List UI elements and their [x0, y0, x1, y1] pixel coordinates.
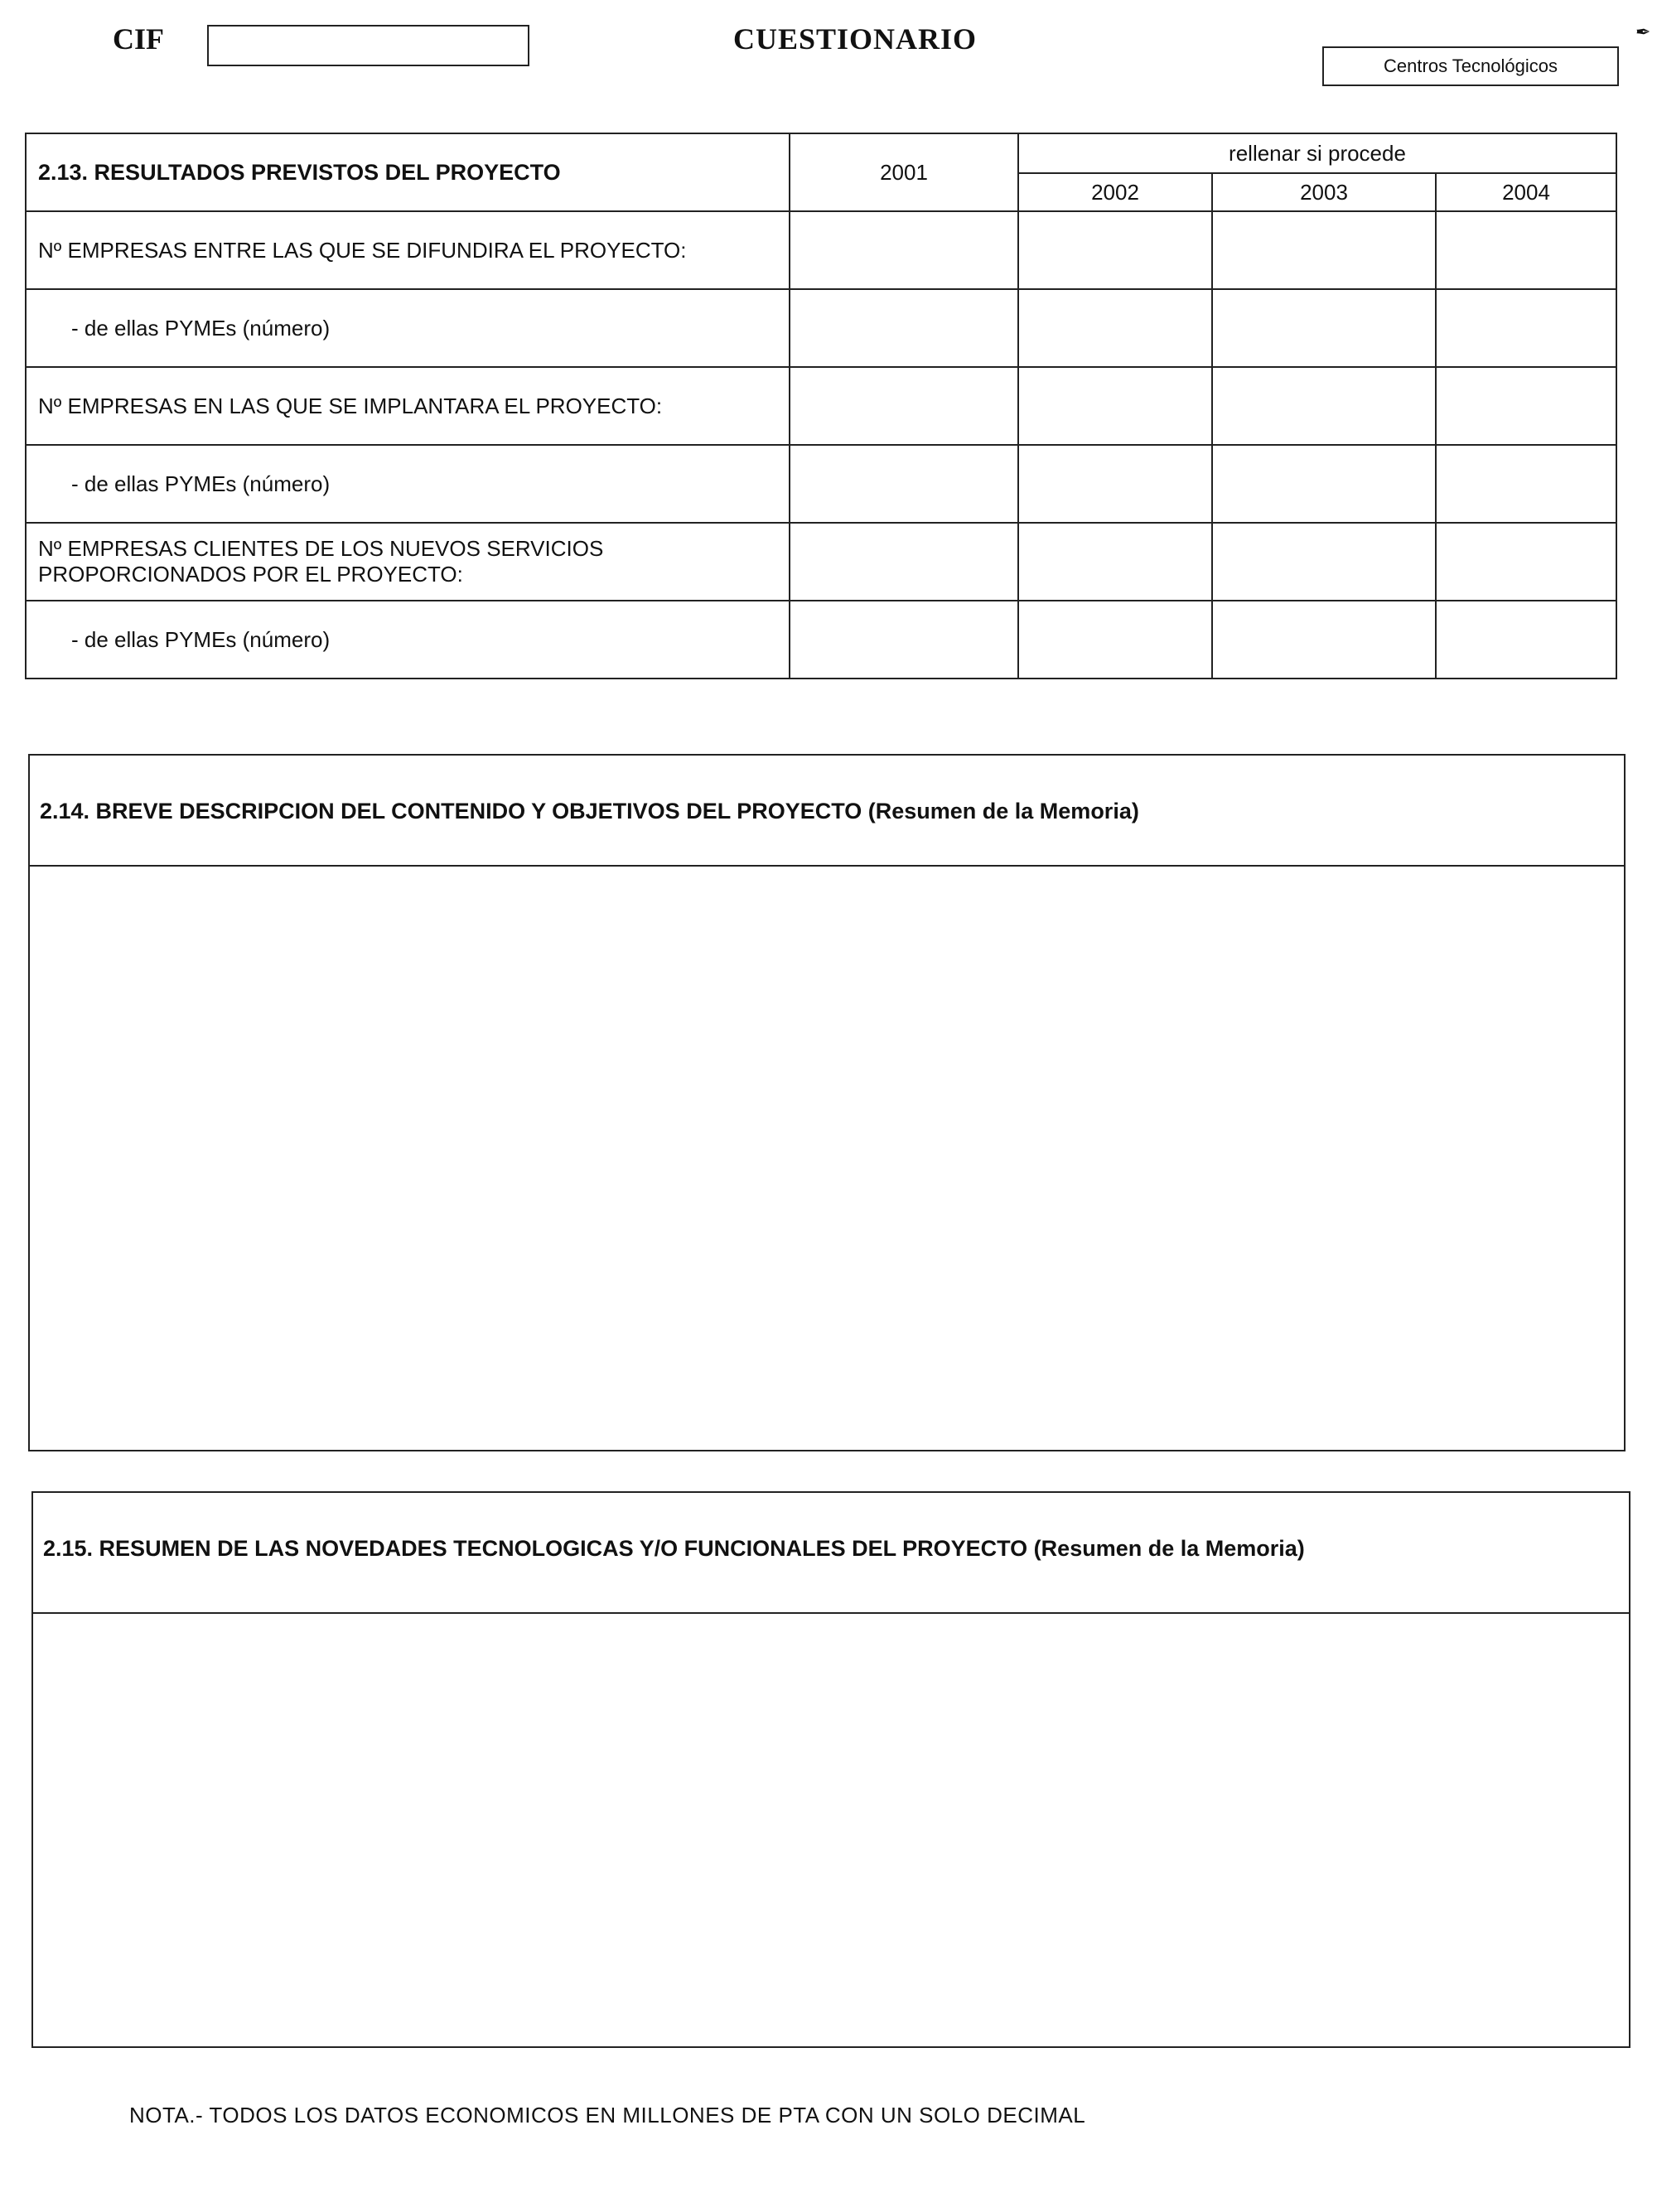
cell-input[interactable]	[790, 445, 1018, 523]
cif-field[interactable]	[207, 25, 529, 66]
column-header-2002: 2002	[1018, 173, 1212, 211]
cell-input[interactable]	[1018, 289, 1212, 367]
column-header-2004: 2004	[1436, 173, 1616, 211]
row-label: - de ellas PYMEs (número)	[26, 289, 790, 367]
cell-input[interactable]	[1212, 445, 1436, 523]
optional-columns-header: rellenar si procede	[1018, 133, 1616, 173]
column-header-2003: 2003	[1212, 173, 1436, 211]
cell-input[interactable]	[1018, 601, 1212, 679]
cell-input[interactable]	[790, 289, 1018, 367]
column-header-2001: 2001	[790, 133, 1018, 211]
row-label: Nº EMPRESAS EN LAS QUE SE IMPLANTARA EL PROYECTO:	[26, 367, 790, 445]
cell-input[interactable]	[1436, 523, 1616, 601]
cell-input[interactable]	[1436, 601, 1616, 679]
section-2-15	[31, 1491, 1630, 2048]
cell-input[interactable]	[1018, 367, 1212, 445]
cell-input[interactable]	[1018, 211, 1212, 289]
cell-input[interactable]	[790, 601, 1018, 679]
cell-input[interactable]	[1212, 367, 1436, 445]
section-2-15-title: 2.15. RESUMEN DE LAS NOVEDADES TECNOLOGICAS Y/O FUNCIONALES DEL PROYECTO (Resumen de la Memoria)	[43, 1536, 1305, 1561]
cell-input[interactable]	[790, 211, 1018, 289]
row-label: - de ellas PYMEs (número)	[26, 601, 790, 679]
row-label: Nº EMPRESAS ENTRE LAS QUE SE DIFUNDIRA EL PROYECTO:	[26, 211, 790, 289]
table-row	[26, 367, 1616, 445]
section-2-14-title: 2.14. BREVE DESCRIPCION DEL CONTENIDO Y OBJETIVOS DEL PROYECTO (Resumen de la Memoria)	[40, 799, 1139, 823]
cell-input[interactable]	[790, 523, 1018, 601]
results-table	[25, 133, 1617, 679]
table-row	[26, 601, 1616, 679]
section-2-15-header	[33, 1493, 1629, 1614]
page-title: CUESTIONARIO	[733, 22, 978, 56]
cell-input[interactable]	[1212, 601, 1436, 679]
pen-mark-icon: ✒	[1635, 22, 1651, 42]
row-label: - de ellas PYMEs (número)	[26, 445, 790, 523]
description-text-area[interactable]	[30, 867, 1624, 1450]
footnote: NOTA.- TODOS LOS DATOS ECONOMICOS EN MILLONES DE PTA CON UN SOLO DECIMAL	[129, 2103, 1086, 2127]
section-2-14-header	[30, 756, 1624, 867]
cell-input[interactable]	[1436, 289, 1616, 367]
category-badge: Centros Tecnológicos	[1322, 46, 1619, 86]
novelties-text-area[interactable]	[33, 1614, 1629, 2046]
cell-input[interactable]	[1212, 211, 1436, 289]
cell-input[interactable]	[1018, 523, 1212, 601]
section-2-14	[28, 754, 1626, 1451]
cell-input[interactable]	[1018, 445, 1212, 523]
cell-input[interactable]	[1212, 523, 1436, 601]
cell-input[interactable]	[1436, 211, 1616, 289]
cell-input[interactable]	[1436, 367, 1616, 445]
table-row	[26, 289, 1616, 367]
row-label: Nº EMPRESAS CLIENTES DE LOS NUEVOS SERVICIOS PROPORCIONADOS POR EL PROYECTO:	[26, 523, 790, 601]
table-row	[26, 523, 1616, 601]
table-row	[26, 445, 1616, 523]
cif-label: CIF	[113, 22, 164, 56]
cell-input[interactable]	[1212, 289, 1436, 367]
table-row	[26, 211, 1616, 289]
cell-input[interactable]	[1436, 445, 1616, 523]
cell-input[interactable]	[790, 367, 1018, 445]
section-2-13-title: 2.13. RESULTADOS PREVISTOS DEL PROYECTO	[26, 133, 790, 211]
